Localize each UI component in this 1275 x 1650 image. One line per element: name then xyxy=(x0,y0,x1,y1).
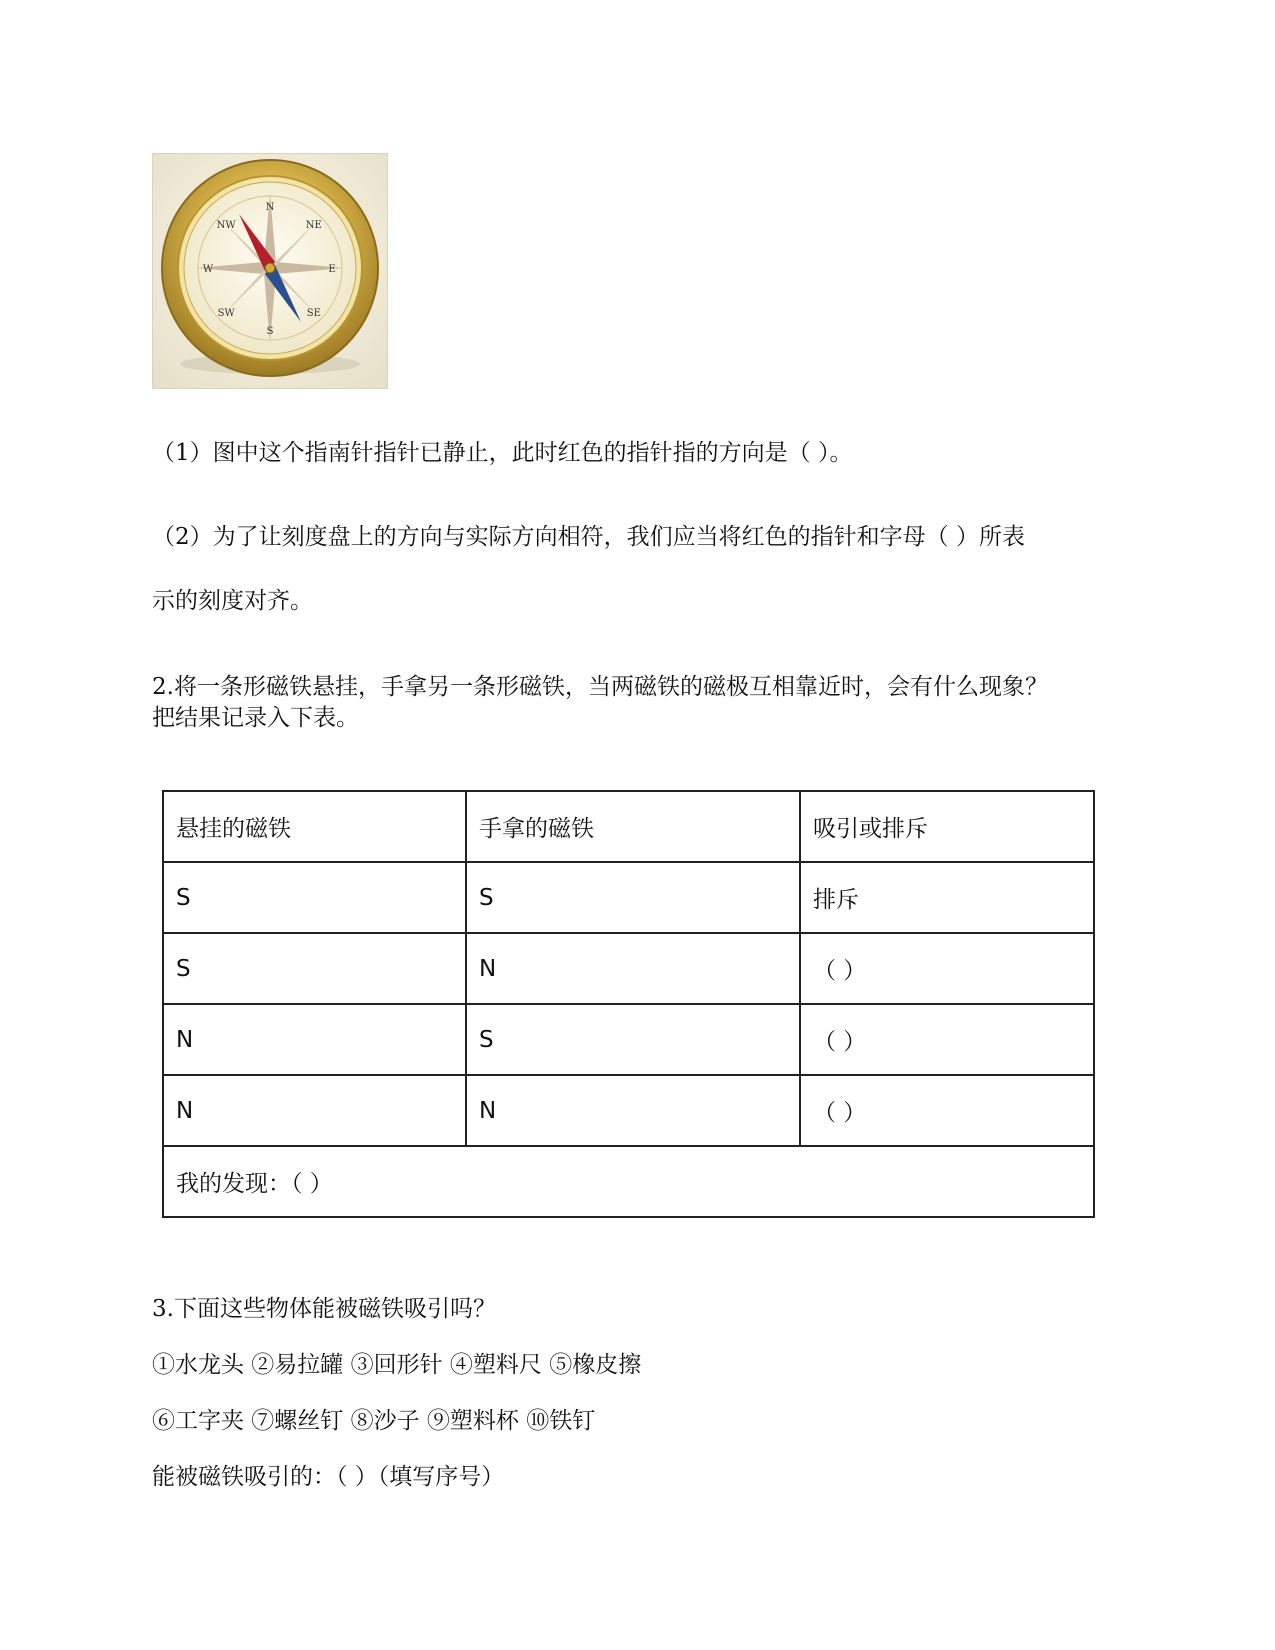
table-row xyxy=(163,1075,1094,1146)
question-1-part-2-line-2: 示的刻度对齐。 xyxy=(152,588,313,614)
question-2-line-2: 把结果记录入下表。 xyxy=(152,705,359,731)
compass-label-ne: NE xyxy=(305,220,322,232)
hanging-pole: N xyxy=(163,1004,466,1075)
answer-blank[interactable]: （ ） xyxy=(800,1075,1094,1146)
hanging-pole: S xyxy=(163,862,466,933)
question-1-part-1: （1）图中这个指南针指针已静止，此时红色的指针指的方向是（ ）。 xyxy=(152,440,853,466)
question-3-answer[interactable]: 能被磁铁吸引的：（ ）（填写序号） xyxy=(152,1464,505,1490)
question-2-line-1: 2.将一条形磁铁悬挂，手拿另一条形磁铁，当两磁铁的磁极互相靠近时，会有什么现象？ xyxy=(152,674,1048,700)
magnet-table xyxy=(162,790,1095,1218)
table-footer-row xyxy=(163,1146,1094,1217)
answer-blank[interactable]: （ ） xyxy=(800,933,1094,1004)
table-row xyxy=(163,933,1094,1004)
table-row xyxy=(163,1004,1094,1075)
question-3-title: 3.下面这些物体能被磁铁吸引吗？ xyxy=(152,1296,496,1322)
compass-illustration xyxy=(153,154,387,388)
hanging-pole: N xyxy=(163,1075,466,1146)
compass-label-n: N xyxy=(265,202,275,213)
compass-label-nw: NW xyxy=(216,220,236,232)
handheld-pole: N xyxy=(466,1075,800,1146)
compass-label-e: E xyxy=(328,264,336,275)
result-cell: 排斥 xyxy=(800,862,1094,933)
compass-label-s: S xyxy=(266,326,274,337)
handheld-pole: S xyxy=(466,1004,800,1075)
answer-blank[interactable]: （ ） xyxy=(800,1004,1094,1075)
question-3-items-line-2: ⑥工字夹 ⑦螺丝钉 ⑧沙子 ⑨塑料杯 ⑩铁钉 xyxy=(152,1408,596,1434)
hanging-pole: S xyxy=(163,933,466,1004)
question-1-part-2-line-1: （2）为了让刻度盘上的方向与实际方向相符，我们应当将红色的指针和字母（ ）所表 xyxy=(152,524,1025,550)
compass-label-w: W xyxy=(202,264,214,275)
header-handheld-magnet: 手拿的磁铁 xyxy=(466,791,800,862)
handheld-pole: S xyxy=(466,862,800,933)
table-header-row xyxy=(163,791,1094,862)
my-finding[interactable]: 我的发现：（ ） xyxy=(163,1146,1094,1217)
compass-label-se: SE xyxy=(306,307,321,319)
header-attract-or-repel: 吸引或排斥 xyxy=(800,791,1094,862)
handheld-pole: N xyxy=(466,933,800,1004)
table-row xyxy=(163,862,1094,933)
question-3-items-line-1: ①水龙头 ②易拉罐 ③回形针 ④塑料尺 ⑤橡皮擦 xyxy=(152,1352,642,1378)
header-hanging-magnet: 悬挂的磁铁 xyxy=(163,791,466,862)
compass-image xyxy=(152,153,388,389)
compass-label-sw: SW xyxy=(217,307,235,319)
